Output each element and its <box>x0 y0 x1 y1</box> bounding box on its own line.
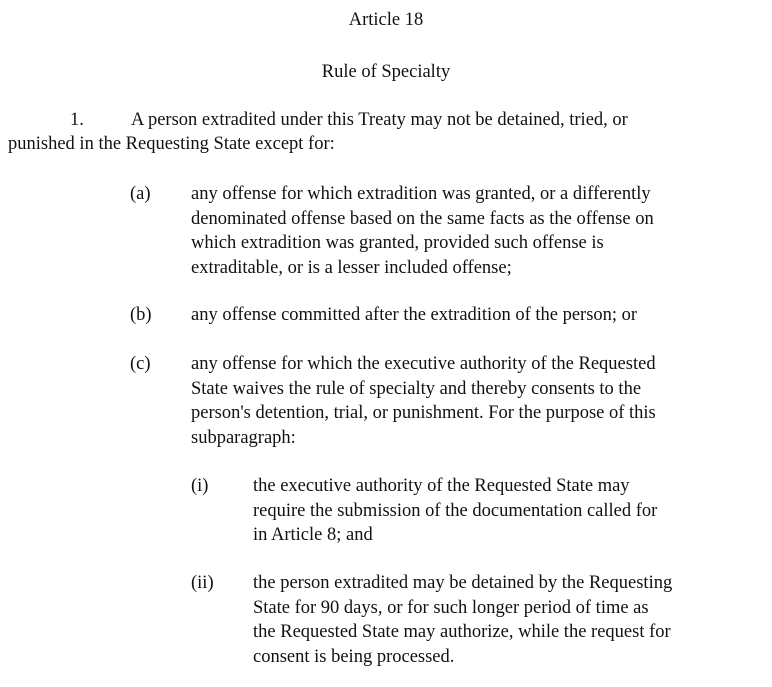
subitem-line: the Requested State may authorize, while the request for <box>253 622 671 642</box>
item-line: any offense for which the executive authority of the Requested <box>191 354 656 374</box>
item-label: (b) <box>130 305 152 325</box>
subitem-line: consent is being processed. <box>253 646 455 667</box>
item-line: any offense committed after the extradition of the person; or <box>191 305 638 325</box>
paragraph-line: A person extradited under this Treaty may not be detained, tried, or <box>131 110 628 130</box>
item-line: extraditable, or is a lesser included offense; <box>191 257 512 278</box>
paragraph-number: 1. <box>70 110 84 130</box>
subitem-label: (i) <box>191 476 209 496</box>
article-title: Article 18 <box>348 10 424 30</box>
subitem-label: (ii) <box>191 573 214 593</box>
subitem-line: the executive authority of the Requested State may <box>253 476 630 496</box>
item-line: person's detention, trial, or punishment. For the purpose of this <box>191 403 656 423</box>
item-line: which extradition was granted, provided such offense is <box>191 233 604 253</box>
article-subtitle: Rule of Specialty <box>321 62 451 82</box>
subitem-text <box>253 571 672 669</box>
item-text <box>191 182 654 280</box>
subitem-text <box>253 474 657 548</box>
subitem-line: require the submission of the documentation called for <box>253 500 658 521</box>
item-line: State waives the rule of specialty and thereby consents to the <box>191 378 642 399</box>
subitem-line: in Article 8; and <box>253 525 373 545</box>
item-line: any offense for which extradition was granted, or a differently <box>191 184 651 204</box>
item-text <box>191 352 656 450</box>
item-line: subparagraph: <box>191 427 296 448</box>
item-line: denominated offense based on the same facts as the offense on <box>191 208 654 229</box>
paragraph-line: punished in the Requesting State except for: <box>8 134 335 154</box>
item-label: (a) <box>130 184 151 204</box>
item-label: (c) <box>130 354 151 374</box>
subitem-line: State for 90 days, or for such longer period of time as <box>253 597 649 618</box>
item-text <box>191 303 637 328</box>
subitem-line: the person extradited may be detained by the Requesting <box>253 573 673 593</box>
